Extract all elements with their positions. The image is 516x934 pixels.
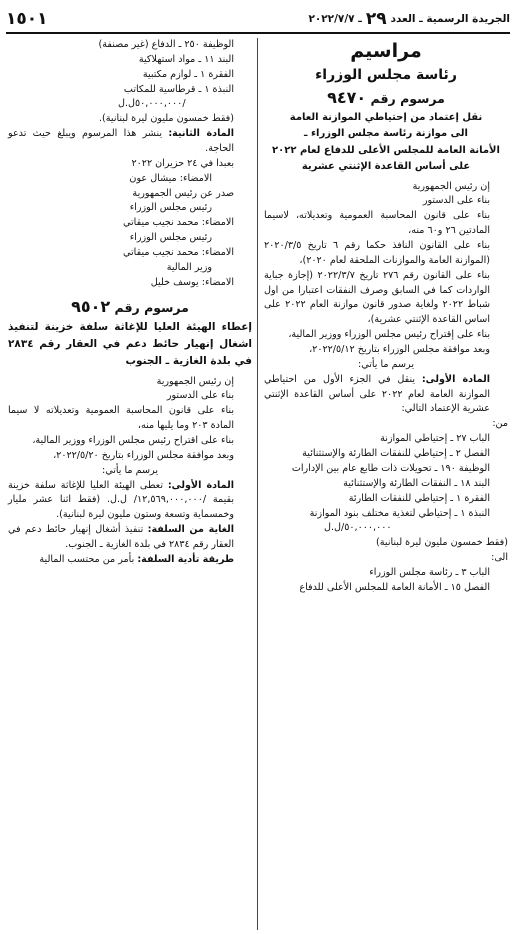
left-column xyxy=(8,38,252,930)
budget-line: البند ١١ ـ مواد استهلاكية xyxy=(138,53,234,65)
budget-line: الفصل ١٥ ـ الأمانة العامة للمجلس الأعلى للدفاع xyxy=(299,581,490,593)
decree-label: مرسوم رقم xyxy=(370,90,445,106)
pm-title: رئيس مجلس الوزراء xyxy=(129,232,212,244)
subject-line: الى موازنة رئاسة مجلس الوزراء ـ xyxy=(304,128,468,140)
transfer-amount: ٥٠,٠٠٠,٠٠٠/ل.ل xyxy=(324,522,392,534)
decrees-following: يرسم ما يأتي: xyxy=(101,464,159,476)
gazette-name: الجريدة الرسمية ـ العدد xyxy=(390,12,510,25)
article-1 xyxy=(8,479,252,524)
article-1-label: المادة الأولى: xyxy=(421,373,490,385)
decree-number xyxy=(8,295,252,319)
issue-date: ـ ٢٠٢٢/٧/٧ xyxy=(308,12,362,25)
preamble-approval: وبعد موافقة مجلس الوزراء بتاريخ ٢٠٢٢/٥/١٢، xyxy=(309,344,490,356)
advance-purpose xyxy=(8,523,252,553)
budget-line: النبذة ١ ـ إحتياطي لتغذية مختلف بنود الموازنة xyxy=(309,507,490,519)
signature-finance-minister: الامضاء: يوسف خليل xyxy=(150,276,234,288)
article-1-label: المادة الأولى: xyxy=(167,479,234,491)
preamble-accounting-law: بناء على قانون المحاسبة العمومية وتعديلاته، لاسيما المادتين ٢٦ و٦٠ منه، xyxy=(264,210,490,237)
signature-pm: الامضاء: محمد نجيب ميقاتي xyxy=(123,217,234,229)
column-divider xyxy=(257,38,258,930)
authority-title: رئاسة مجلس الوزراء xyxy=(315,66,457,83)
issue-number: ٢٩ xyxy=(365,8,387,29)
budget-line: الوظيفة ١٩٠ ـ تحويلات ذات طابع عام بين الإدارات xyxy=(291,462,490,474)
signing-date: بعبدا في ٢٤ حزيران ٢٠٢٢ xyxy=(131,157,234,169)
decree-subject xyxy=(264,110,508,176)
finance-minister-title: وزير المالية xyxy=(166,261,212,273)
budget-line: الباب ٣ ـ رئاسة مجلس الوزراء xyxy=(369,566,490,578)
preamble-law-276: بناء على القانون رقم ٢٧٦ تاريخ ٢٠٢٢/٣/٧ (إجازة جباية الواردات كما في السابق وصرف النفقات اعتبارا من اول شباط ٢٠٢٢ ولغاية صدور قانون موازنة العام ٢٠٢٢ على اساس القاعدة الإثنتي عشرية)، xyxy=(264,269,490,326)
advance-purpose-text: تنفيذ أشغال إنهيار حائط دعم في العقار رقم ٢٨٣٤ في بلدة الغازية ـ الجنوب. xyxy=(8,524,234,550)
budget-line: الباب ٢٧ ـ إحتياطي الموازنة xyxy=(380,433,490,445)
preamble-law-6: بناء على القانون النافذ حكما رقم ٦ تاريخ ٢٠٢٠/٣/٥ (الموازنة العامة والموازنات الملحقة لعام ٢٠٢٠)، xyxy=(264,240,490,266)
subject-line: نقل إعتماد من إحتياطي الموازنة العامة xyxy=(289,111,483,123)
article-2-text: ينشر هذا المرسوم ويبلغ حيث تدعو الحاجة. xyxy=(8,128,234,155)
transfer-amount-words: (فقط خمسون مليون ليرة لبنانية). xyxy=(98,113,234,125)
article-2 xyxy=(8,127,252,157)
preamble-president: إن رئيس الجمهورية xyxy=(412,180,490,192)
budget-line: النبذة ١ ـ قرطاسية للمكاتب xyxy=(123,83,234,95)
advance-payment xyxy=(8,553,252,568)
subject-line: الأمانة العامة للمجلس الأعلى للدفاع لعام ٢٠٢٢ xyxy=(272,144,500,156)
article-1-text: تعطى الهيئة العليا للإغاثة سلفة خزينة بقيمة /١٢,٥٦٩,٠٠٠,٠٠٠/ ل.ل. (فقط اثنا عشر مليار وخمسماية وتسعة وستون مليون ليرة لبنانية). xyxy=(8,479,235,521)
from-label: من: xyxy=(492,418,508,430)
budget-line: الفقرة ١ ـ إحتياطي للنفقات الطارئة xyxy=(348,492,490,504)
decree-num: ٩٤٧٠ xyxy=(327,87,367,107)
page-number: ١٥٠١ xyxy=(6,8,48,29)
section-heading: مراسيم xyxy=(350,40,422,62)
right-column xyxy=(264,38,508,930)
gazette-issue-info xyxy=(308,6,510,32)
budget-line: الوظيفة ٢٥٠ ـ الدفاع (غير مصنفة) xyxy=(98,39,234,50)
article-1 xyxy=(264,373,508,418)
decrees-following: يرسم ما يأتي: xyxy=(357,358,415,370)
decree-num: ٩٥٠٢ xyxy=(71,296,111,316)
budget-line: البند ١٨ ـ النفقات الطارئة والإستثنائية xyxy=(343,477,490,489)
preamble-proposal: بناء على إقتراح رئيس مجلس الوزراء ووزير المالية، xyxy=(288,329,490,341)
budget-line: الفقرة ١ ـ لوازم مكتبية xyxy=(142,68,234,80)
transfer-amount: /٥٠,٠٠٠,٠٠٠ل.ل xyxy=(118,98,186,110)
advance-payment-text: بأمر من محتسب المالية xyxy=(39,553,138,565)
issued-by: صدر عن رئيس الجمهورية xyxy=(132,187,234,199)
advance-payment-label: طريقة تأدية السلفة: xyxy=(137,553,234,565)
preamble-constitution: بناء على الدستور xyxy=(422,195,490,207)
article-2-label: المادة الثانية: xyxy=(168,128,235,140)
article-1-text: ينقل في الجزء الأول من احتياطي الموازنة العامة لعام ٢٠٢٢ على أساس القاعدة الإثنتي عشرية الإعتماد التالي: xyxy=(264,373,490,415)
transfer-amount-words: (فقط خمسون مليون ليرة لبنانية) xyxy=(376,537,508,549)
budget-line: الفصل ٢ ـ إحتياطي للنفقات الطارئة والإستثنائية xyxy=(302,448,490,460)
decree-label: مرسوم رقم xyxy=(114,299,189,315)
preamble-accounting-law: بناء على قانون المحاسبة العمومية وتعديلاته لا سيما المادة ٢٠٣ وما يليها منه، xyxy=(8,405,234,432)
decree-number xyxy=(264,86,508,110)
preamble-approval: وبعد موافقة مجلس الوزراء بتاريخ ٢٠٢٢/٥/٢٠، xyxy=(53,449,234,461)
signature-president: الامضاء: ميشال عون xyxy=(129,172,212,184)
signature-pm: الامضاء: محمد نجيب ميقاتي xyxy=(123,247,234,259)
page-header xyxy=(6,6,510,34)
preamble-proposal: بناء على اقتراح رئيس مجلس الوزراء ووزير المالية، xyxy=(32,434,234,446)
decree-subject: إعطاء الهيئة العليا للإغاثة سلفة خزينة لتنفيذ اشغال إنهيار حائط دعم في العقار رقم ٢٨٣٤ في بلدة الغازية ـ الجنوب xyxy=(8,320,252,368)
preamble-constitution: بناء على الدستور xyxy=(166,390,234,402)
subject-line: على أساس القاعدة الإثنتي عشرية xyxy=(301,161,471,173)
to-label: الى: xyxy=(491,552,508,564)
pm-title: رئيس مجلس الوزراء xyxy=(129,202,212,214)
preamble-president: إن رئيس الجمهورية xyxy=(156,375,234,387)
advance-purpose-label: الغاية من السلفة: xyxy=(147,524,234,536)
